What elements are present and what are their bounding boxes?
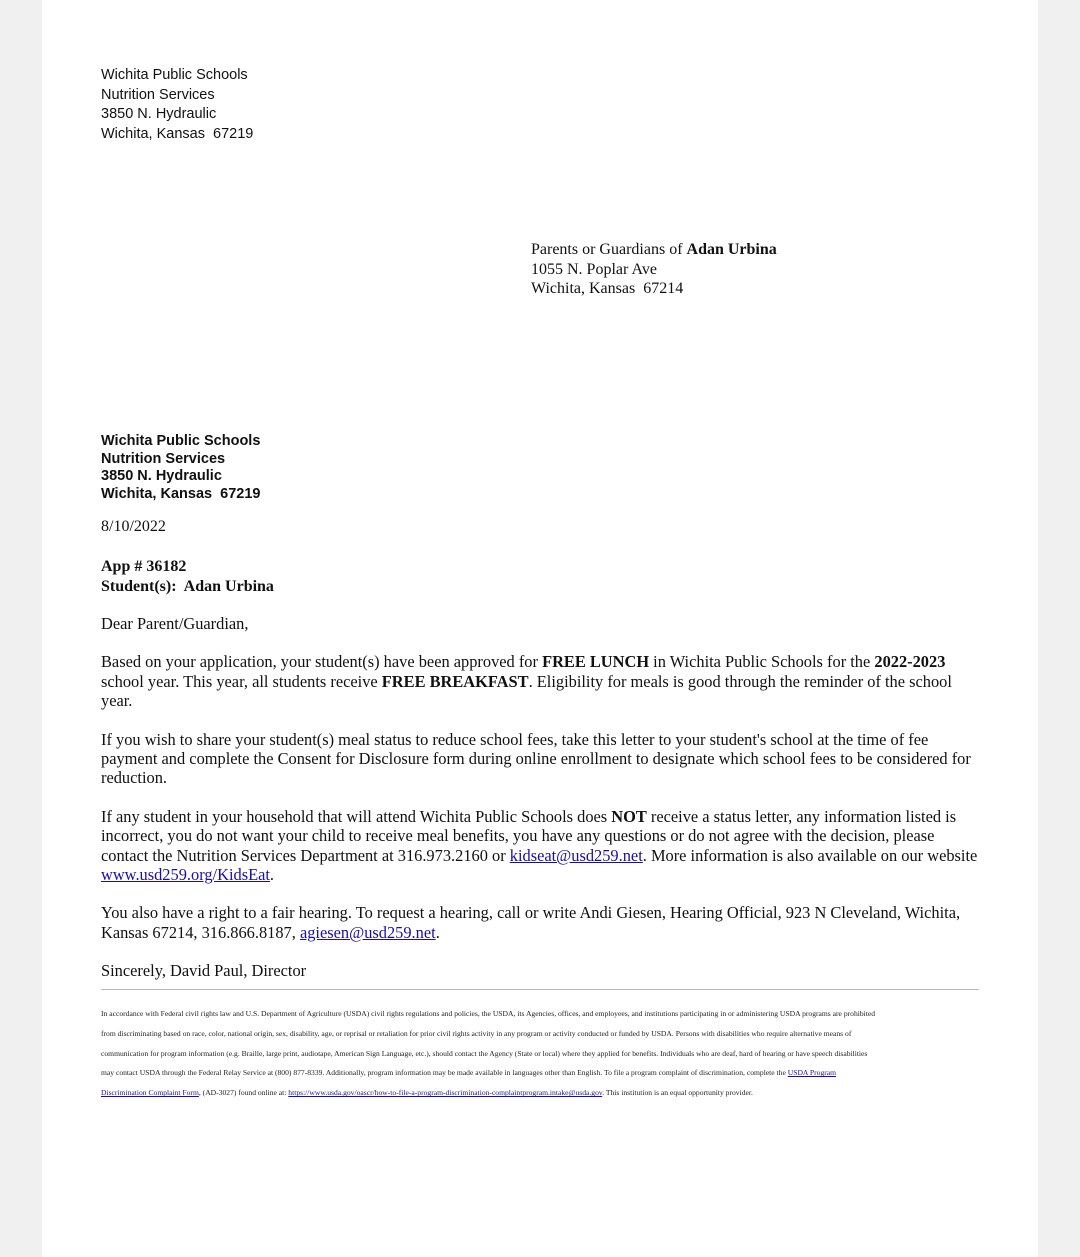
footnote-line: communication for program information (e.g. Braille, large print, audiotape, American Sign Language, etc.), should contact the Agency (State or local) where they applied for benefits. Individuals who are deaf, hard of hearing or have speech disabilities [101, 1048, 868, 1058]
hearing-paragraph [101, 903, 981, 942]
letter-date: 8/10/2022 [101, 518, 166, 535]
nondiscrimination-statement [101, 1004, 981, 1103]
text-run: , (AD-3027) found online at: [198, 1088, 289, 1098]
usda-url-link[interactable]: https://www.usda.gov/oascr/how-to-file-a-program-discrimination-complaint [288, 1088, 523, 1098]
recipient-line: Wichita, Kansas 67214 [531, 280, 684, 297]
usda-complaint-form-link-cont[interactable]: Discrimination Complaint Form [101, 1088, 199, 1098]
return-address-line: Wichita, Kansas 67219 [101, 125, 254, 142]
sender-line: 3850 N. Hydraulic [101, 468, 222, 484]
recipient-name: Adan Urbina [686, 241, 777, 258]
text-run: If any student in your household that will attend Wichita Public Schools does [101, 806, 612, 826]
sender-line: Wichita Public Schools [101, 433, 261, 449]
text-run: Based on your application, your student(s) have been approved for [101, 652, 543, 672]
usda-complaint-form-link[interactable]: USDA Program [787, 1068, 837, 1078]
greeting: Dear Parent/Guardian, [101, 614, 249, 633]
text-run: school year. This year, all students receive [101, 671, 382, 691]
return-address [101, 66, 253, 144]
app-number: App # 36182 [101, 558, 187, 575]
student-names: Student(s): Adan Urbina [101, 577, 274, 595]
text-run: in Wichita Public Schools for the [649, 652, 875, 672]
footnote-line [101, 1063, 981, 1083]
approval-paragraph [101, 652, 981, 710]
kidseat-email-link[interactable]: kidseat@usd259.net [509, 845, 643, 865]
recipient-prefix: Parents or Guardians of [531, 241, 687, 258]
school-year-text: 2022-2023 [874, 652, 946, 672]
contact-paragraph [101, 807, 981, 885]
footnote-line: In accordance with Federal civil rights law and U.S. Department of Agriculture (USDA) civil rights regulations and policies, the USDA, its Agencies, offices, and employees, and institutions participating in or administering USDA programs are prohibited [101, 1009, 876, 1018]
text-run: . [269, 865, 275, 885]
text-run: receive a status letter, any information listed is incorrect, you do not want your child to receive meal benefits, you have any questions or do not agree with the decision, please contact the Nutrition Services Department at 316.973.2160 or [101, 806, 957, 865]
return-address-line: Wichita Public Schools [101, 67, 248, 83]
letter-page [42, 0, 1038, 1257]
text-run: . [435, 922, 440, 942]
recipient-address [531, 240, 777, 299]
text-run: You also have a right to a fair hearing. To request a hearing, call or write Andi Giesen, Hearing Official, 923 N Cleveland, Wichita, Kansas 67214, 316.866.8187, [101, 903, 961, 942]
recipient-line: 1055 N. Poplar Ave [531, 260, 657, 278]
footnote-line: from discriminating based on race, color, national origin, sex, disability, age, or reprisal or retaliation for prior civil rights activity in any program or activity conducted or funded by USDA. Persons with disabilities who require alternative means of [101, 1028, 852, 1038]
return-address-line: Nutrition Services [101, 86, 215, 103]
sender-address [101, 433, 260, 503]
fees-paragraph: If you wish to share your student(s) meal status to reduce school fees, take this letter to your student's school at the time of fee payment and complete the Consent for Disclosure form during online enrollment to designate which school fees to be considered for reduction. [101, 729, 971, 788]
text-run: may contact USDA through the Federal Relay Service at (800) 877-8339. Additionally, program information may be made available in languages other than English. To file a program complaint of discrimination, complete the [101, 1068, 788, 1078]
letter-body [101, 614, 981, 1000]
closing: Sincerely, David Paul, Director [101, 961, 307, 981]
text-run: . This institution is an equal opportunity provider. [602, 1088, 753, 1098]
usda-email-link[interactable]: program.intake@usda.gov [522, 1088, 603, 1098]
return-address-line: 3850 N. Hydraulic [101, 106, 217, 122]
footer-divider [101, 989, 979, 990]
hearing-email-link[interactable]: agiesen@usd259.net [299, 922, 436, 942]
website-link[interactable]: www.usd259.org/KidsEat [101, 865, 270, 885]
sender-line: Nutrition Services [101, 450, 226, 467]
free-breakfast-text: FREE BREAKFAST [381, 671, 529, 691]
text-run: . More information is also available on our website [642, 845, 978, 865]
recipient-line [531, 240, 777, 260]
text-run: . Eligibility for meals is good through the reminder of the school year. [101, 671, 952, 711]
sender-line: Wichita, Kansas 67219 [101, 485, 261, 502]
application-info [101, 557, 274, 596]
not-emphasis: NOT [611, 806, 647, 826]
footnote-line [101, 1083, 981, 1103]
free-lunch-text: FREE LUNCH [542, 652, 650, 672]
